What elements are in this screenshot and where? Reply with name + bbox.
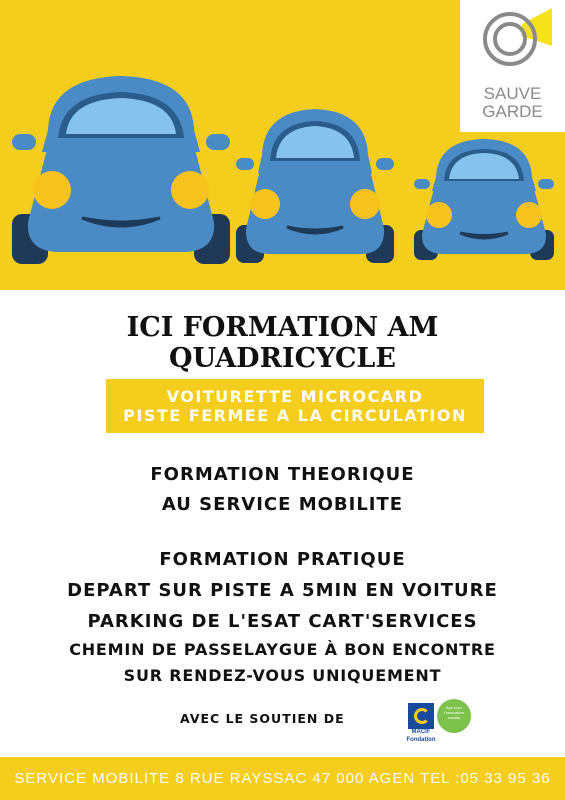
page-title-line-1: ICI FORMATION AM (126, 312, 439, 343)
footer-contact-text: SERVICE MOBILITE 8 RUE RAYSSAC 47 000 AGEN TEL :05 33 95 36 (14, 770, 551, 787)
support-label: AVEC LE SOUTIEN DE (180, 711, 345, 726)
practice-line-3: PARKING DE L'ESAT CART'SERVICES (87, 611, 478, 632)
hero-banner (0, 0, 565, 290)
innovation-sociale-badge (437, 699, 471, 733)
highlight-box (106, 379, 484, 433)
theory-line-2: AU SERVICE MOBILITE (161, 494, 404, 515)
practice-line-1: FORMATION PRATIQUE (159, 549, 406, 570)
logo-line-2: GARDE (482, 102, 543, 121)
macif-name: MACIF (411, 729, 431, 735)
logo-line-1: SAUVE (483, 84, 542, 103)
macif-logo-icon (408, 703, 434, 729)
footer-bar (0, 757, 565, 800)
practice-line-4: CHEMIN DE PASSELAYGUE À BON ENCONTRE (69, 640, 496, 659)
car-illustration-medium (234, 107, 396, 265)
macif-fondation-label: Fondation (406, 737, 436, 743)
innovation-badge-text: Agir pour l'innovation sociale (444, 705, 464, 720)
highlight-line-1: VOITURETTE MICROCARD (166, 387, 424, 406)
page-title-line-2: QUADRICYCLE (168, 343, 396, 374)
theory-line-1: FORMATION THEORIQUE (150, 464, 415, 485)
car-illustration-small (412, 137, 556, 262)
practice-line-5: SUR RENDEZ-VOUS UNIQUEMENT (123, 666, 442, 685)
sauvegarde-logo (460, 0, 565, 132)
sauvegarde-ring-logo-icon (474, 6, 554, 72)
highlight-line-2: PISTE FERMEE A LA CIRCULATION (123, 406, 467, 425)
practice-line-2: DEPART SUR PISTE A 5MIN EN VOITURE (67, 580, 498, 601)
macif-fondation-logo (402, 703, 440, 747)
car-illustration-large (10, 72, 232, 267)
